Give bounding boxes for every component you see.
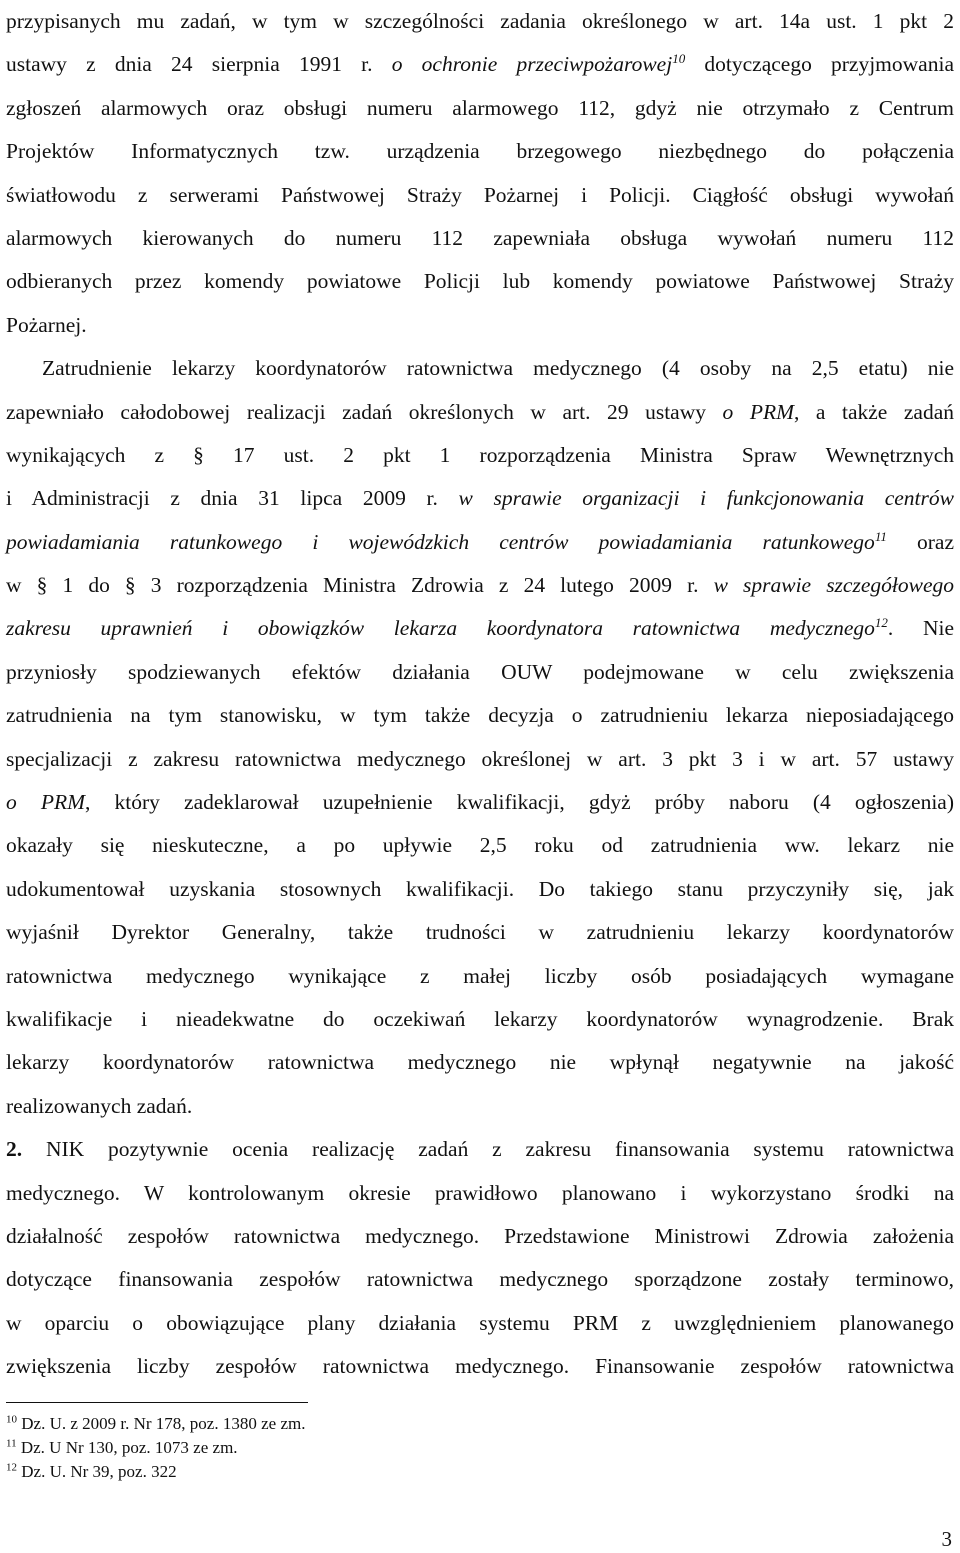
text-line: okazały się nieskuteczne, a po upływie 2,5 roku od zatrudnienia ww. lekarz nie [6,833,954,858]
text-line: działalność zespołów ratownictwa medycznego. Przedstawione Ministrowi Zdrowia założenia [6,1223,954,1248]
text-line: Pożarnej. [6,312,87,337]
text-line: ustawy z dnia 24 sierpnia 1991 r. o ochronie przeciwpożarowej$^{10}$ dotyczącego przyjmowania [6,51,954,77]
regulation-title: powiadamiania ratunkowego i wojewódzkich centrów powiadamiania ratunkowego [6,529,875,554]
text-line: zakresu uprawnień i obowiązków lekarza koordynatora ratownictwa medycznego$^{12}$. Nie [6,615,955,641]
text-line: powiadamiania ratunkowego i wojewódzkich centrów powiadamiania ratunkowego$^{11}$ oraz [6,528,954,554]
text-line: zwiększenia liczby zespołów ratownictwa medycznego. Finansowanie zespołów ratownictwa [6,1354,954,1379]
footnote-ref[interactable]: 12 [874,615,888,631]
regulation-title: w sprawie organizacji i funkcjonowania centrów [458,486,954,511]
text-line: specjalizacji z zakresu ratownictwa medycznego określonej w art. 3 pkt 3 i w art. 57 ustawy [6,746,954,771]
footnotes [6,1412,305,1484]
text-line: przypisanych mu zadań, w tym w szczególności zadania określonego w art. 14a ust. 1 pkt 2 [6,9,954,33]
text-line: zapewniało całodobowej realizacji zadań określonych w art. 29 ustawy o PRM, a także zadań [6,399,954,424]
text-line: światłowodu z serwerami Państwowej Straży Pożarnej i Policji. Ciągłość obsługi wywołań [6,182,954,207]
text-line: przyniosły spodziewanych efektów działania OUW podejmowane w celu zwiększenia [6,659,954,684]
footnote-number: 12 [6,1461,17,1474]
text-line: ratownictwa medycznego wynikające z małej liczby osób posiadających wymagane [6,963,954,988]
text-line: o PRM, który zadeklarował uzupełnienie kwalifikacji, gdyż próby naboru (4 ogłoszenia) [6,790,954,815]
text-line: i Administracji z dnia 31 lipca 2009 r. w sprawie organizacji i funkcjonowania centrów [6,486,954,511]
law-title: o ochronie przeciwpożarowej [391,52,673,77]
text-line: udokumentował uzyskania stosownych kwalifikacji. Do takiego stanu przyczyniły się, jak [6,876,954,901]
footnote-ref[interactable]: 11 [874,528,887,544]
section-start: 2. NIK pozytywnie ocenia realizację zadań z zakresu finansowania systemu ratownictwa [6,1137,954,1162]
footnote-number: 11 [6,1437,17,1450]
text-line: lekarzy koordynatorów ratownictwa medycznego nie wpłynął negatywnie na jakość [6,1050,954,1075]
text-line: w oparciu o obowiązujące plany działania systemu PRM z uwzględnieniem planowanego [6,1310,954,1335]
text-line: zatrudnienia na tym stanowisku, w tym także decyzja o zatrudnieniu lekarza nieposiadającego [6,703,954,728]
text-line: odbieranych przez komendy powiatowe Policji lub komendy powiatowe Państwowej Straży [6,269,954,294]
law-title: o PRM [6,790,86,815]
section-number: 2. [6,1137,23,1162]
text-line: zgłoszeń alarmowych oraz obsługi numeru alarmowego 112, gdyż nie otrzymało z Centrum [6,95,954,120]
text-line: Projektów Informatycznych tzw. urządzenia brzegowego niezbędnego do połączenia [6,139,954,164]
text-line: kwalifikacje i nieadekwatne do oczekiwań lekarzy koordynatorów wynagrodzenie. Brak [6,1006,954,1031]
regulation-title: zakresu uprawnień i obowiązków lekarza koordynatora ratownictwa medycznego [6,616,875,641]
text-line: w § 1 do § 3 rozporządzenia Ministra Zdrowia z 24 lutego 2009 r. w sprawie szczegółowego [6,573,954,598]
paragraph-start: Zatrudnienie lekarzy koordynatorów ratownictwa medycznego (4 osoby na 2,5 etatu) nie [42,356,954,381]
document-body [6,0,954,1389]
text-line: realizowanych zadań. [6,1093,193,1118]
footnote: $^{12}$ Dz. U. Nr 39, poz. 322 [6,1461,177,1481]
page-number: 3 [941,1527,952,1551]
text-line: alarmowych kierowanych do numeru 112 zapewniała obsługa wywołań numeru 112 [6,225,954,250]
text-line: wynikających z § 17 ust. 2 pkt 1 rozporządzenia Ministra Spraw Wewnętrznych [6,442,954,467]
footnote: $^{10}$ Dz. U. z 2009 r. Nr 178, poz. 1380 ze zm. [6,1413,306,1433]
text-line: medycznego. W kontrolowanym okresie prawidłowo planowano i wykorzystano środki na [6,1180,954,1205]
regulation-title: w sprawie szczegółowego [713,573,954,598]
text-line: dotyczące finansowania zespołów ratownictwa medycznego sporządzone zostały terminowo, [6,1267,954,1292]
footnote: $^{11}$ Dz. U Nr 130, poz. 1073 ze zm. [6,1437,238,1457]
footnote-separator [6,1402,308,1403]
law-title: o PRM [722,399,794,424]
footnote-number: 10 [6,1413,17,1426]
text-line: wyjaśnił Dyrektor Generalny, także trudności w zatrudnieniu lekarzy koordynatorów [6,920,954,945]
footnote-ref[interactable]: 10 [672,51,686,67]
